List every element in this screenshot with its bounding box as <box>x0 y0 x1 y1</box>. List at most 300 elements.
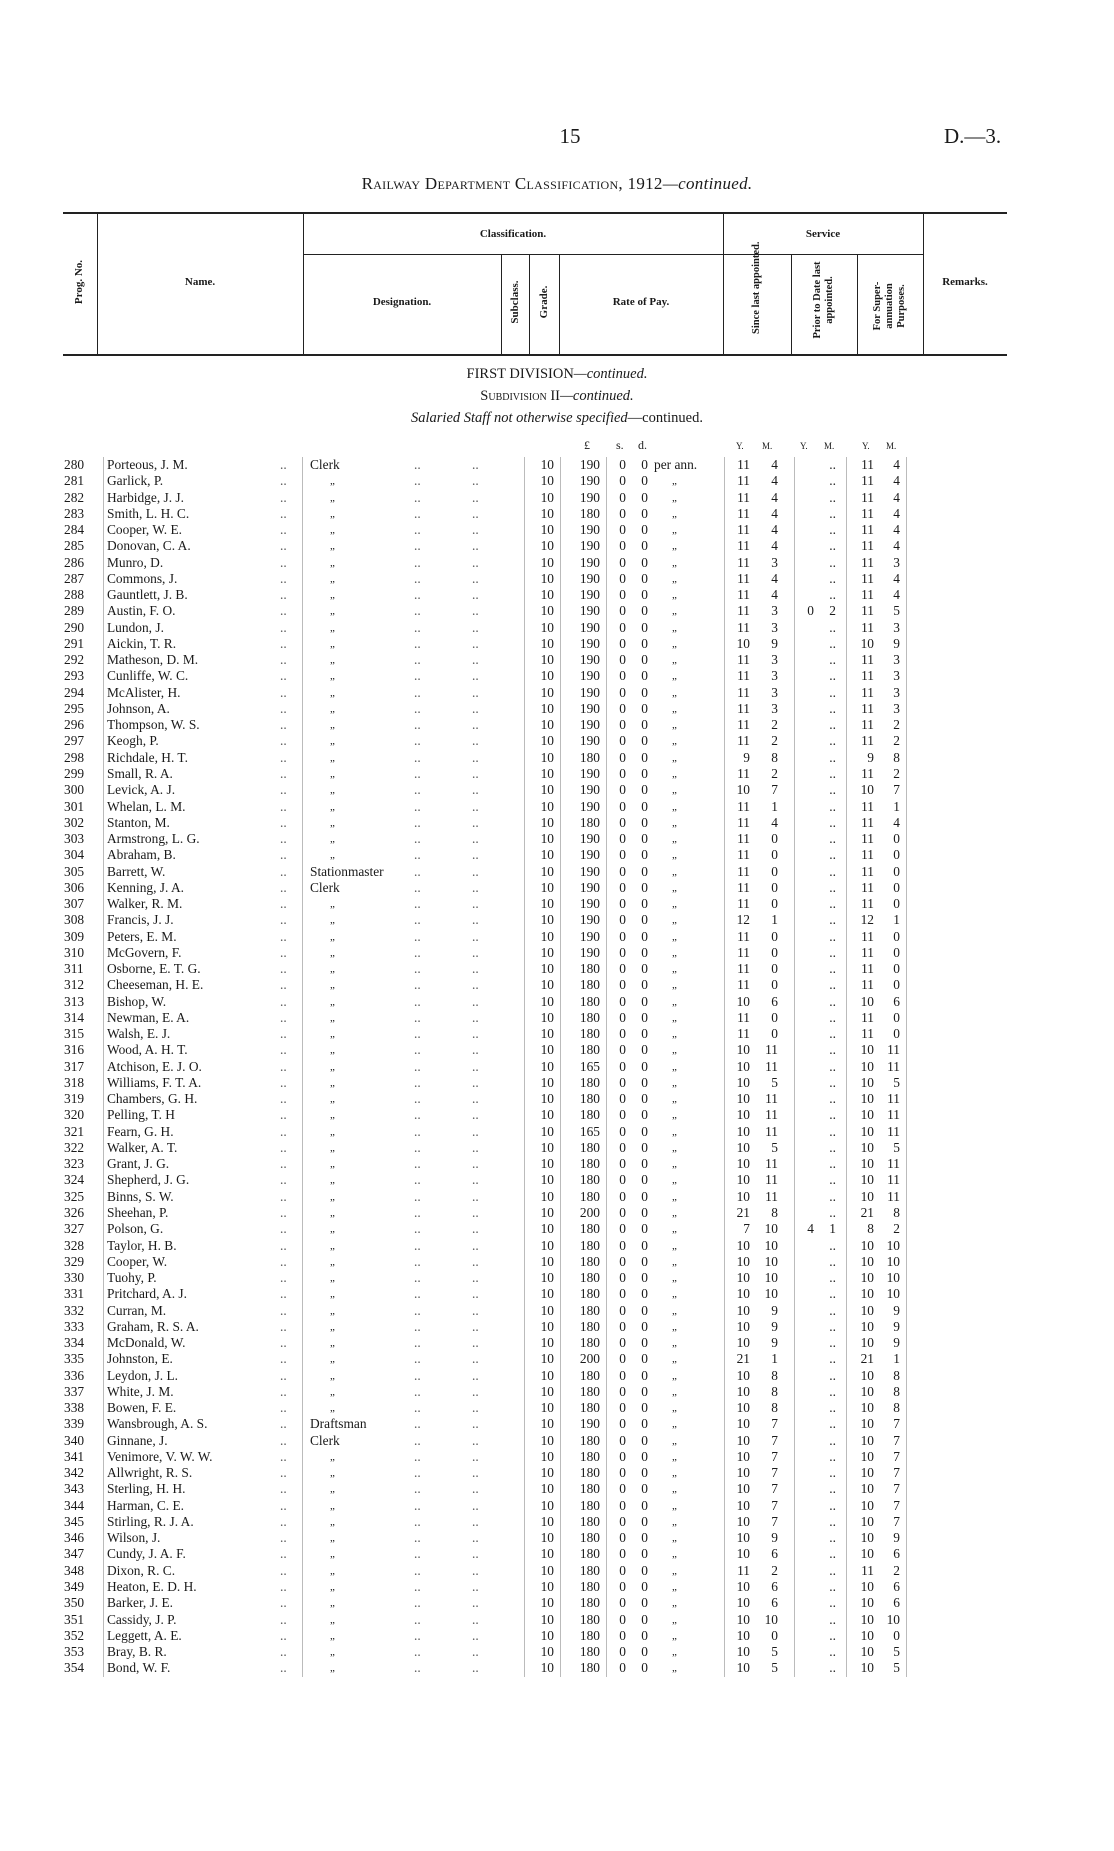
since-years: 11 <box>737 717 750 733</box>
total-years: 10 <box>860 1042 874 1058</box>
since-years-unit: Y. <box>736 441 744 451</box>
pay-pence: 0 <box>641 1253 648 1269</box>
prog-number: 286 <box>64 554 85 570</box>
pay-shillings: 0 <box>619 1074 626 1090</box>
total-months: 0 <box>893 863 900 879</box>
grade: 10 <box>540 782 554 798</box>
since-years: 11 <box>737 847 750 863</box>
since-years: 10 <box>736 1253 750 1269</box>
leader-dots: .. <box>414 522 421 537</box>
grade: 10 <box>540 603 554 619</box>
pay-shillings: 0 <box>619 570 626 586</box>
prior-months: .. <box>829 993 836 1009</box>
pay-period: „ <box>672 946 677 959</box>
subclass-header: Subclass. <box>509 280 521 324</box>
total-months: 4 <box>893 587 900 603</box>
since-months: 7 <box>771 1465 778 1481</box>
prog-number: 284 <box>64 522 85 537</box>
designation: „ <box>330 898 335 910</box>
staff-name: Garlick, P. <box>107 473 164 489</box>
designation: „ <box>330 654 335 667</box>
table-row <box>0 571 1114 587</box>
staff-name: Osborne, E. T. G. <box>107 961 201 977</box>
since-years: 11 <box>737 489 750 505</box>
leader-dots: .. <box>414 879 421 895</box>
since-months: 8 <box>771 1383 778 1399</box>
staff-heading <box>0 410 1114 427</box>
table-row <box>0 1221 1114 1237</box>
table-row <box>0 1075 1114 1091</box>
grade: 10 <box>540 457 554 472</box>
leader-dots: .. <box>280 1270 287 1285</box>
prog-number: 326 <box>64 1205 85 1220</box>
total-months: 1 <box>893 912 900 928</box>
table-row <box>0 1335 1114 1351</box>
since-months: 6 <box>771 993 778 1009</box>
table-row <box>0 782 1114 798</box>
pay-shillings: 0 <box>619 1400 626 1416</box>
table-row <box>0 1107 1114 1123</box>
prog-number: 285 <box>64 538 85 554</box>
pay-shillings: 0 <box>619 505 626 521</box>
table-row <box>0 636 1114 652</box>
leader-dots: .. <box>280 944 287 960</box>
total-months: 3 <box>893 668 900 684</box>
pay-period: „ <box>672 995 677 1008</box>
leader-dots: .. <box>280 1627 287 1643</box>
pay-pounds: 180 <box>579 1562 600 1578</box>
pay-pence: 0 <box>641 619 648 635</box>
pay-pounds: 180 <box>579 1432 600 1448</box>
total-years: 10 <box>860 1627 874 1643</box>
designation: „ <box>330 1239 335 1252</box>
subdivision-suffix: —continued. <box>559 388 634 404</box>
pay-shillings: 0 <box>619 700 626 716</box>
designation: „ <box>330 1223 335 1236</box>
since-months: 2 <box>771 765 778 781</box>
leader-dots: .. <box>414 652 421 668</box>
pay-pence: 0 <box>641 879 648 895</box>
grade: 10 <box>540 587 554 603</box>
pay-shillings: 0 <box>619 993 626 1009</box>
total-years: 11 <box>861 717 874 733</box>
leader-dots: .. <box>280 896 287 911</box>
grade: 10 <box>540 1205 554 1220</box>
total-years: 10 <box>860 1416 874 1432</box>
leader-dots: .. <box>472 700 479 716</box>
pay-pence: 0 <box>641 1026 648 1042</box>
since-months: 11 <box>765 1123 778 1139</box>
pay-pence: 0 <box>641 700 648 716</box>
since-years: 10 <box>736 1237 750 1253</box>
leader-dots: .. <box>472 1497 479 1513</box>
leader-dots: .. <box>280 603 287 619</box>
leader-dots: .. <box>472 1416 479 1432</box>
designation: „ <box>330 1207 335 1219</box>
column-rule <box>724 457 725 1677</box>
leader-dots: .. <box>280 635 287 651</box>
leader-dots: .. <box>280 847 287 863</box>
pay-shillings: 0 <box>619 1513 626 1529</box>
pay-pounds: 190 <box>579 765 600 781</box>
total-months: 4 <box>893 505 900 521</box>
pay-period: „ <box>672 475 677 488</box>
pay-shillings: 0 <box>619 977 626 993</box>
leader-dots: .. <box>280 1465 287 1481</box>
since-months: 11 <box>765 1058 778 1074</box>
prog-number: 344 <box>64 1497 85 1513</box>
prog-number: 299 <box>64 765 85 781</box>
total-months: 10 <box>886 1253 900 1269</box>
prog-number: 332 <box>64 1302 85 1318</box>
pay-pounds: 180 <box>579 1139 600 1155</box>
total-years: 10 <box>860 1107 874 1123</box>
leader-dots: .. <box>472 717 479 733</box>
pay-pence: 0 <box>641 505 648 521</box>
grade: 10 <box>540 570 554 586</box>
since-years: 11 <box>737 700 750 716</box>
total-months: 2 <box>893 717 900 733</box>
leader-dots: .. <box>280 1074 287 1090</box>
total-years: 10 <box>860 1091 874 1107</box>
table-row <box>0 1416 1114 1432</box>
table-row <box>0 701 1114 717</box>
pay-pounds: 190 <box>579 635 600 651</box>
pay-pence: 0 <box>641 782 648 798</box>
total-years: 11 <box>861 765 874 781</box>
pay-pounds: 180 <box>579 1107 600 1123</box>
pay-pounds: 180 <box>579 1660 600 1676</box>
designation: „ <box>330 735 335 748</box>
pay-pence: 0 <box>641 1058 648 1074</box>
grade: 10 <box>540 1009 554 1025</box>
total-years: 11 <box>861 684 874 700</box>
since-months: 4 <box>771 505 778 521</box>
table-row <box>0 1172 1114 1188</box>
leader-dots: .. <box>280 1546 287 1562</box>
pay-pounds: 180 <box>579 1530 600 1546</box>
pay-period: „ <box>672 1093 677 1106</box>
leader-dots: .. <box>472 1432 479 1448</box>
designation: „ <box>330 1499 335 1512</box>
leader-dots: .. <box>280 1253 287 1269</box>
table-row <box>0 1303 1114 1319</box>
leader-dots: .. <box>414 896 421 911</box>
pay-pounds: 180 <box>579 1042 600 1058</box>
pay-period: „ <box>672 507 677 520</box>
staff-name: Sterling, H. H. <box>107 1481 186 1497</box>
leader-dots: .. <box>414 814 421 830</box>
prior-months: .. <box>829 1335 836 1350</box>
designation: „ <box>330 963 335 976</box>
designation: „ <box>330 1093 335 1106</box>
pay-shillings: 0 <box>619 1578 626 1594</box>
pay-pounds: 190 <box>579 912 600 928</box>
total-months: 11 <box>887 1188 900 1204</box>
prior-months: .. <box>829 1546 836 1562</box>
pay-shillings: 0 <box>619 1416 626 1432</box>
designation: „ <box>330 1337 335 1349</box>
staff-name: Johnson, A. <box>107 700 170 716</box>
prog-number: 290 <box>64 619 85 635</box>
leader-dots: .. <box>280 1351 287 1367</box>
pay-shillings: 0 <box>619 1091 626 1107</box>
prog-number: 345 <box>64 1513 85 1529</box>
prog-number: 352 <box>64 1627 85 1643</box>
total-years: 11 <box>861 896 874 911</box>
staff-name: Stirling, R. J. A. <box>107 1513 194 1529</box>
total-years: 11 <box>861 798 874 814</box>
leader-dots: .. <box>414 1139 421 1155</box>
prior-months: .. <box>829 1644 836 1659</box>
pay-pence: 0 <box>641 1318 648 1334</box>
staff-name: Gauntlett, J. B. <box>107 587 188 603</box>
total-months: 6 <box>893 1578 900 1594</box>
prior-months: .. <box>829 814 836 830</box>
leader-dots: .. <box>280 684 287 700</box>
leader-dots: .. <box>472 1351 479 1367</box>
leader-dots: .. <box>414 1530 421 1546</box>
pay-period: „ <box>672 621 677 634</box>
designation: „ <box>330 1190 335 1203</box>
table-row <box>0 1644 1114 1660</box>
pay-shillings: 0 <box>619 473 626 489</box>
total-years: 11 <box>861 668 874 684</box>
since-years: 11 <box>737 668 750 684</box>
grade: 10 <box>540 1644 554 1659</box>
leader-dots: .. <box>280 587 287 603</box>
since-years: 11 <box>737 619 750 635</box>
since-months: 6 <box>771 1546 778 1562</box>
grade: 10 <box>540 928 554 944</box>
since-months: 0 <box>771 961 778 977</box>
leader-dots: .. <box>414 570 421 586</box>
total-months: 6 <box>893 993 900 1009</box>
grade: 10 <box>540 993 554 1009</box>
leader-dots: .. <box>280 831 287 846</box>
since-years: 11 <box>737 798 750 814</box>
pay-pounds: 190 <box>579 619 600 635</box>
designation: „ <box>330 1662 335 1675</box>
designation: „ <box>330 1304 335 1317</box>
leader-dots: .. <box>414 977 421 993</box>
pay-pence: 0 <box>641 1221 648 1237</box>
grade: 10 <box>540 1513 554 1529</box>
pay-pounds: 190 <box>579 700 600 716</box>
leader-dots: .. <box>472 798 479 814</box>
since-years: 10 <box>736 1660 750 1676</box>
leader-dots: .. <box>472 993 479 1009</box>
since-years: 11 <box>737 587 750 603</box>
pay-pounds: 180 <box>579 1237 600 1253</box>
pay-pounds: 180 <box>579 1335 600 1350</box>
leader-dots: .. <box>414 1627 421 1643</box>
total-months: 3 <box>893 652 900 668</box>
staff-name: Sheehan, P. <box>107 1205 169 1220</box>
pay-pence: 0 <box>641 1562 648 1578</box>
total-months: 5 <box>893 1074 900 1090</box>
leader-dots: .. <box>280 505 287 521</box>
total-months: 0 <box>893 977 900 993</box>
total-years: 10 <box>860 1335 874 1350</box>
leader-dots: .. <box>472 896 479 911</box>
table-row <box>0 555 1114 571</box>
since-years: 11 <box>737 570 750 586</box>
pay-shillings: 0 <box>619 652 626 668</box>
staff-name: Wansbrough, A. S. <box>107 1416 208 1432</box>
staff-name: Lundon, J. <box>107 619 164 635</box>
grade: 10 <box>540 554 554 570</box>
pay-pence: 0 <box>641 603 648 619</box>
pay-period: „ <box>672 1515 677 1528</box>
prog-number: 346 <box>64 1530 85 1546</box>
prior-months: .. <box>829 1562 836 1578</box>
pay-period: „ <box>672 1564 677 1577</box>
prog-number: 307 <box>64 896 85 911</box>
since-months: 10 <box>764 1270 778 1285</box>
page-title <box>0 174 1114 194</box>
since-years: 10 <box>736 1513 750 1529</box>
total-years: 10 <box>860 1188 874 1204</box>
leader-dots: .. <box>280 1400 287 1416</box>
prog-number: 320 <box>64 1107 85 1123</box>
table-row <box>0 457 1114 473</box>
leader-dots: .. <box>414 912 421 928</box>
total-years: 10 <box>860 1400 874 1416</box>
leader-dots: .. <box>472 1058 479 1074</box>
grade: 10 <box>540 489 554 505</box>
leader-dots: .. <box>414 1481 421 1497</box>
pay-pence: 0 <box>641 1205 648 1220</box>
table-row <box>0 815 1114 831</box>
designation: „ <box>330 1483 335 1496</box>
prog-number: 296 <box>64 717 85 733</box>
grade-header: Grade. <box>538 285 550 319</box>
pay-pounds: 180 <box>579 1253 600 1269</box>
since-years: 10 <box>736 1546 750 1562</box>
prog-number: 353 <box>64 1644 85 1659</box>
leader-dots: .. <box>280 554 287 570</box>
prog-number: 298 <box>64 749 85 765</box>
leader-dots: .. <box>472 684 479 700</box>
since-months: 7 <box>771 1513 778 1529</box>
prior-months: .. <box>829 1660 836 1676</box>
since-months: 8 <box>771 1205 778 1220</box>
leader-dots: .. <box>472 1156 479 1172</box>
since-months: 7 <box>771 1416 778 1432</box>
staff-name: Levick, A. J. <box>107 782 176 798</box>
since-years: 10 <box>736 1481 750 1497</box>
since-months: 9 <box>771 1318 778 1334</box>
designation: „ <box>330 507 335 520</box>
prior-months: .. <box>829 1497 836 1513</box>
pay-pounds: 200 <box>579 1205 600 1220</box>
pay-period: „ <box>672 556 677 569</box>
total-years: 10 <box>860 1156 874 1172</box>
pay-period: „ <box>672 767 677 780</box>
prior-months: .. <box>829 1513 836 1529</box>
leader-dots: .. <box>472 1578 479 1594</box>
table-row <box>0 1205 1114 1221</box>
designation: „ <box>330 1467 335 1480</box>
table-row <box>0 1286 1114 1302</box>
pay-pounds: 190 <box>579 522 600 537</box>
pay-pence: 0 <box>641 798 648 814</box>
leader-dots: .. <box>414 554 421 570</box>
leader-dots: .. <box>280 977 287 993</box>
prog-number: 315 <box>64 1026 85 1042</box>
grade: 10 <box>540 1253 554 1269</box>
total-years: 10 <box>860 1644 874 1659</box>
table-row <box>0 1498 1114 1514</box>
pay-period: „ <box>672 735 677 748</box>
pay-pounds: 190 <box>579 879 600 895</box>
pay-pence: 0 <box>641 1481 648 1497</box>
prior-months: .. <box>829 1351 836 1367</box>
total-years: 11 <box>861 1026 874 1042</box>
leader-dots: .. <box>472 1286 479 1302</box>
since-years: 10 <box>736 1074 750 1090</box>
prog-number: 282 <box>64 489 85 505</box>
pay-pounds: 190 <box>579 733 600 749</box>
leader-dots: .. <box>472 1627 479 1643</box>
leader-dots: .. <box>472 1546 479 1562</box>
total-years: 11 <box>861 814 874 830</box>
table-row <box>0 896 1114 912</box>
staff-name: Walker, A. T. <box>107 1139 178 1155</box>
leader-dots: .. <box>414 1367 421 1383</box>
pay-pounds: 180 <box>579 1627 600 1643</box>
leader-dots: .. <box>414 863 421 879</box>
pay-period: „ <box>672 654 677 667</box>
since-months: 7 <box>771 1481 778 1497</box>
pay-shillings: 0 <box>619 1058 626 1074</box>
since-months: 7 <box>771 1448 778 1464</box>
grade: 10 <box>540 1221 554 1237</box>
leader-dots: .. <box>414 1091 421 1107</box>
pay-period: „ <box>672 963 677 976</box>
table-row <box>0 929 1114 945</box>
leader-dots: .. <box>414 489 421 505</box>
pay-pence: 0 <box>641 896 648 911</box>
leader-dots: .. <box>472 749 479 765</box>
pay-pence: 0 <box>641 652 648 668</box>
since-years: 11 <box>737 944 750 960</box>
since-months: 3 <box>771 684 778 700</box>
leader-dots: .. <box>414 1205 421 1220</box>
leader-dots: .. <box>280 765 287 781</box>
designation: „ <box>330 621 335 634</box>
leader-dots: .. <box>414 700 421 716</box>
prior-months: .. <box>829 652 836 668</box>
leader-dots: .. <box>414 619 421 635</box>
prog-number: 301 <box>64 798 85 814</box>
pay-pounds: 190 <box>579 570 600 586</box>
since-last-header: Since last appointed. <box>751 241 762 334</box>
pay-pounds: 180 <box>579 1156 600 1172</box>
grade: 10 <box>540 1546 554 1562</box>
pay-pounds: 180 <box>579 1188 600 1204</box>
prog-number: 294 <box>64 684 85 700</box>
staff-name: Richdale, H. T. <box>107 749 188 765</box>
leader-dots: .. <box>280 1188 287 1204</box>
prior-months: .. <box>829 1042 836 1058</box>
pay-shillings: 0 <box>619 603 626 619</box>
prior-months: .. <box>829 961 836 977</box>
since-months: 8 <box>771 749 778 765</box>
pay-shillings: 0 <box>619 1270 626 1285</box>
total-years: 10 <box>860 782 874 798</box>
